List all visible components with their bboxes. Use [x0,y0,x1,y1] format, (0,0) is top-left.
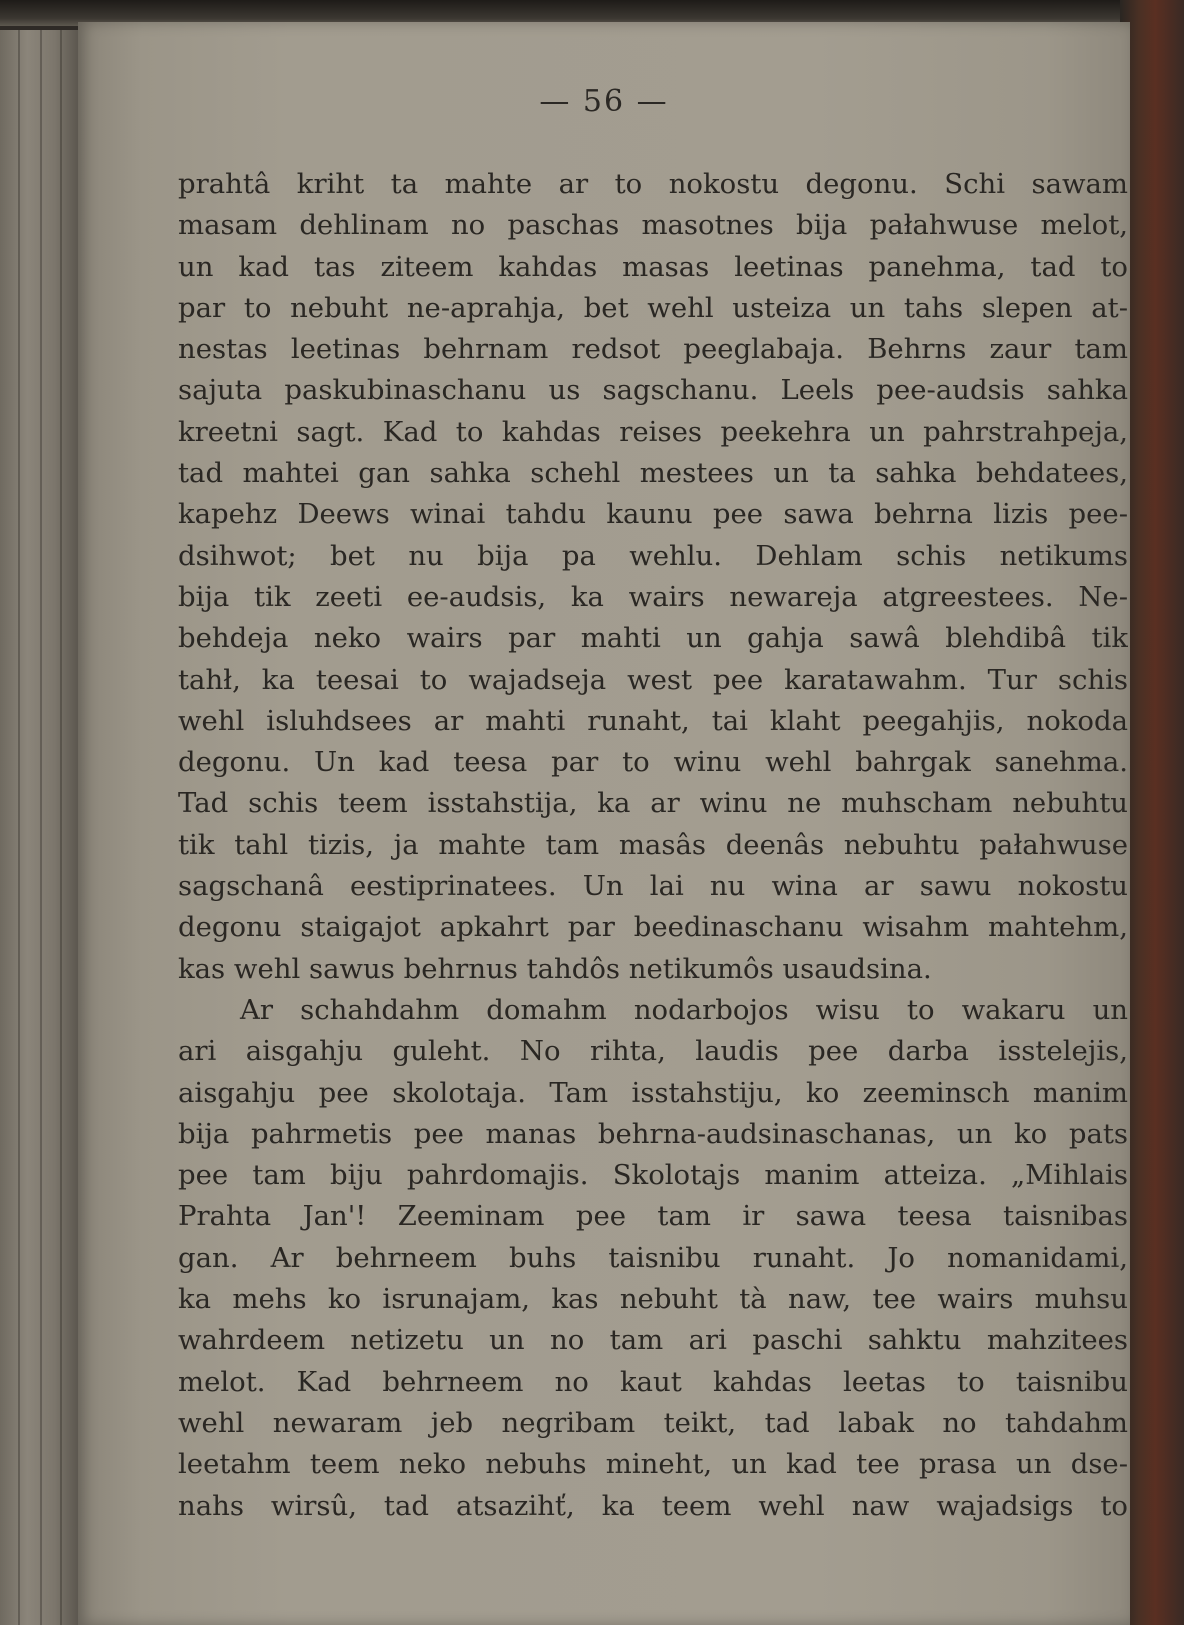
text-line: melot. Kad behrneem no kaut kahdas leetas to taisnibu [178,1365,1128,1398]
text-line: tik tahl tizis, ja mahte tam masâs deenâs nebuhtu pałahwuse [178,828,1128,861]
text-line: degonu staigajot apkahrt par beedinaschanu wisahm mahtehm, [178,911,1128,944]
page-text [178,164,1128,1527]
text-line: sajuta paskubinaschanu us sagschanu. Leels pee-audsis sahka [178,374,1128,407]
text-line: kas wehl sawus behrnus tahdôs netikumôs usaudsina. [178,952,932,985]
text-line: ka mehs ko isrunajam, kas nebuht tà naw, tee wairs muhsu [178,1283,1128,1316]
text-line: aisgahju pee skolotaja. Tam isstahstiju, ko zeeminsch manim [178,1076,1128,1109]
book-page [78,22,1130,1625]
text-line: degonu. Un kad teesa par to winu wehl bahrgak sanehma. [178,746,1128,779]
text-line: Prahta Jan'! Zeeminam pee tam ir sawa teesa taisnibas [178,1200,1128,1233]
text-line: Tad schis teem isstahstija, ka ar winu ne muhscham nebuhtu [178,787,1128,820]
text-line: prahtâ kriht ta mahte ar to nokostu degonu. Schi sawam [178,168,1128,200]
previous-pages-edge [0,30,78,1625]
text-line: tad mahtei gan sahka schehl mestees un ta sahka behdatees, [178,457,1128,490]
text-line: sagschanâ eestiprinatees. Un lai nu wina ar sawu nokostu [178,870,1128,903]
text-line: ari aisgahju guleht. No rihta, laudis pee darba isstelejis, [178,1035,1128,1068]
text-line: wehl newaram jeb negribam teikt, tad labak no tahdahm [178,1406,1128,1439]
text-line: tahł, ka teesai to wajadseja west pee karatawahm. Tur schis [178,663,1128,696]
text-line: nestas leetinas behrnam redsot peeglabaja. Behrns zaur tam [178,333,1128,366]
text-line: behdeja neko wairs par mahti un gahja sawâ blehdibâ tik [178,622,1128,655]
text-line: par to nebuht ne-aprahja, bet wehl usteiza un tahs slepen at- [178,291,1128,324]
text-line: wahrdeem netizetu un no tam ari paschi sahktu mahzitees [178,1324,1128,1357]
text-line: bija pahrmetis pee manas behrna-audsinaschanas, un ko pats [178,1117,1128,1150]
page-number: — 56 — [539,84,669,119]
text-line: pee tam biju pahrdomajis. Skolotajs manim atteiza. „Mihlais [178,1159,1128,1192]
text-line: nahs wirsû, tad atsazihť, ka teem wehl naw wajadsigs to [178,1489,1128,1522]
text-line: wehl isluhdsees ar mahti runaht, tai klaht peegahjis, nokoda [178,704,1128,737]
text-line: kreetni sagt. Kad to kahdas reises peekehra un pahrstrahpeja, [178,415,1128,448]
text-line: un kad tas ziteem kahdas masas leetinas panehma, tad to [178,250,1128,283]
text-line: dsihwot; bet nu bija pa wehlu. Dehlam schis netikums [178,539,1128,572]
text-line: kapehz Deews winai tahdu kaunu pee sawa behrna lizis pee- [178,498,1128,531]
text-line: gan. Ar behrneem buhs taisnibu runaht. Jo nomanidami, [178,1241,1128,1274]
text-line: Ar schahdahm domahm nodarbojos wisu to wakaru un [240,993,1128,1026]
text-line: bija tik zeeti ee-audsis, ka wairs newareja atgreestees. Ne- [178,580,1128,613]
text-line: leetahm teem neko nebuhs mineht, un kad tee prasa un dse- [178,1448,1128,1481]
text-line: masam dehlinam no paschas masotnes bija pałahwuse melot, [178,209,1128,242]
